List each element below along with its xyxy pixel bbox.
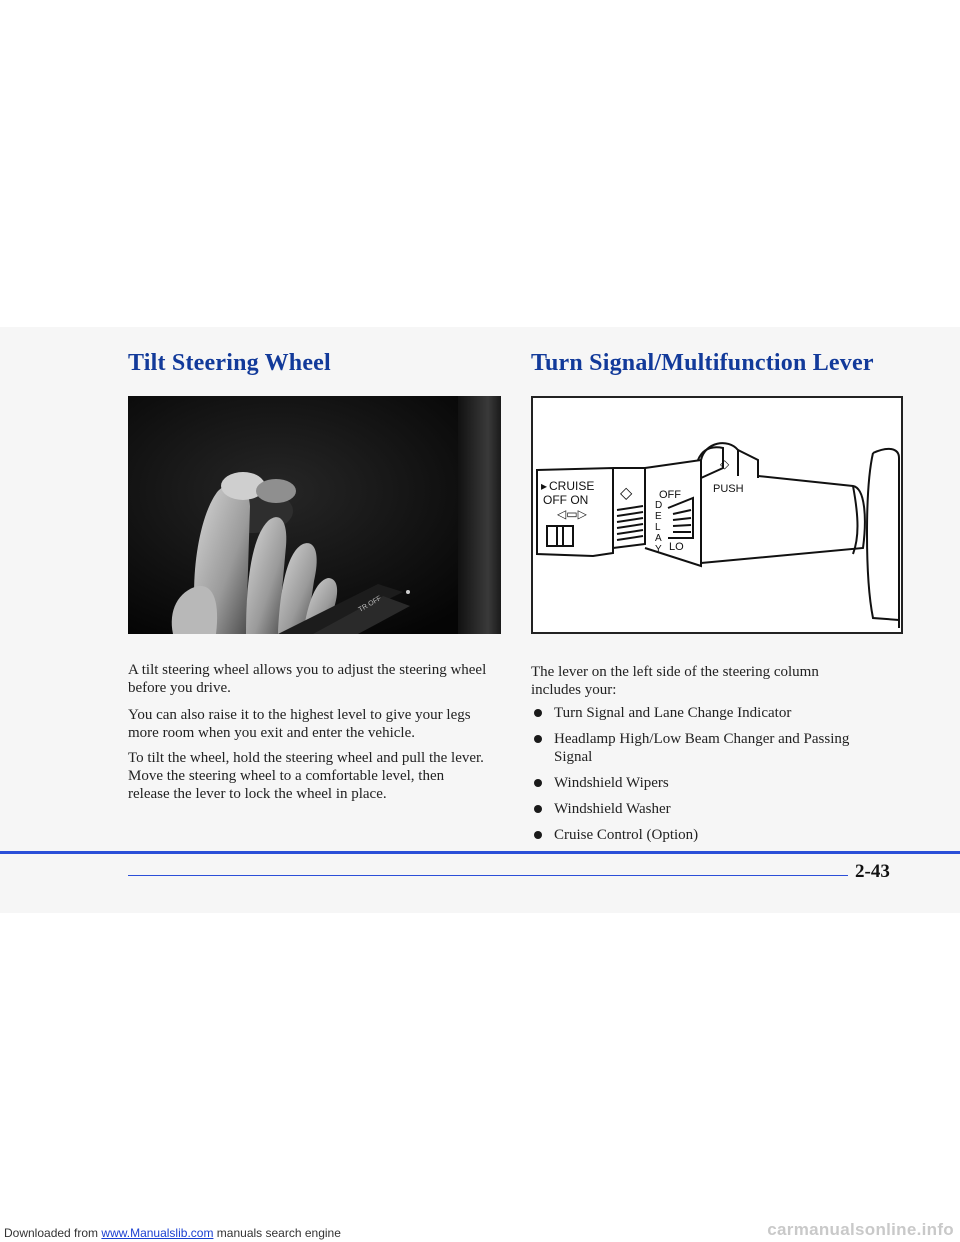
list-item: Headlamp High/Low Beam Changer and Passing Signal bbox=[531, 730, 861, 766]
delay-d: D bbox=[655, 500, 663, 511]
bullet-icon bbox=[534, 805, 542, 813]
footer-rule-thin bbox=[128, 875, 848, 876]
tilt-paragraph-1: A tilt steering wheel allows you to adjust the steering wheel before you drive. bbox=[128, 662, 487, 696]
svg-text:TR OFF: TR OFF bbox=[357, 595, 383, 614]
footer-prefix: Downloaded from bbox=[4, 1226, 99, 1240]
delay-e: E bbox=[655, 511, 662, 522]
off-on-label: OFF ON bbox=[543, 493, 589, 507]
bullet-icon bbox=[534, 779, 542, 787]
multifunction-lever-illustration bbox=[531, 396, 903, 634]
page-number: 2-43 bbox=[855, 861, 890, 882]
footer-rule-thick bbox=[0, 851, 960, 854]
bullet-icon bbox=[534, 709, 542, 717]
bullet-icon bbox=[534, 735, 542, 743]
arrows-icon: ◁▭▷ bbox=[557, 507, 587, 521]
download-footer bbox=[4, 1226, 341, 1240]
lever-diagram bbox=[533, 398, 901, 632]
cruise-label: CRUISE bbox=[549, 479, 595, 493]
list-item: Cruise Control (Option) bbox=[531, 826, 861, 844]
footer-suffix: manuals search engine bbox=[216, 1226, 341, 1240]
cruise-icon: ▸ bbox=[541, 479, 548, 493]
delay-l: L bbox=[655, 522, 661, 533]
tilt-paragraph-2: You can also raise it to the highest level to give your legs more room when you exit and enter the vehicle. bbox=[128, 707, 471, 741]
off-label: OFF bbox=[659, 489, 681, 501]
tilt-paragraph-3: To tilt the wheel, hold the steering wheel and pull the lever. Move the steering wheel to a comfortable level, then release the lever to lock the wheel in place. bbox=[128, 750, 484, 802]
lo-label: LO bbox=[669, 541, 684, 553]
hand-on-lever-image bbox=[128, 396, 501, 634]
manualslib-link[interactable]: www.Manualslib.com bbox=[101, 1226, 214, 1240]
tilt-wheel-photo bbox=[128, 396, 501, 634]
washer-icon: ◇ bbox=[720, 457, 730, 471]
list-item: Windshield Washer bbox=[531, 800, 861, 818]
turn-signal-title: Turn Signal/Multifunction Lever bbox=[531, 350, 874, 376]
list-item: Turn Signal and Lane Change Indicator bbox=[531, 704, 861, 722]
wiper-icon: ◇ bbox=[620, 485, 633, 502]
tilt-steering-title: Tilt Steering Wheel bbox=[128, 350, 331, 376]
lever-intro: The lever on the left side of the steering column includes your: bbox=[531, 664, 819, 698]
delay-y: Y bbox=[655, 544, 662, 555]
bullet-icon bbox=[534, 831, 542, 839]
watermark: carmanualsonline.info bbox=[767, 1220, 954, 1239]
list-item: Windshield Wipers bbox=[531, 774, 861, 792]
push-label: PUSH bbox=[713, 483, 744, 495]
delay-a: A bbox=[655, 533, 662, 544]
lever-feature-list bbox=[531, 704, 861, 852]
